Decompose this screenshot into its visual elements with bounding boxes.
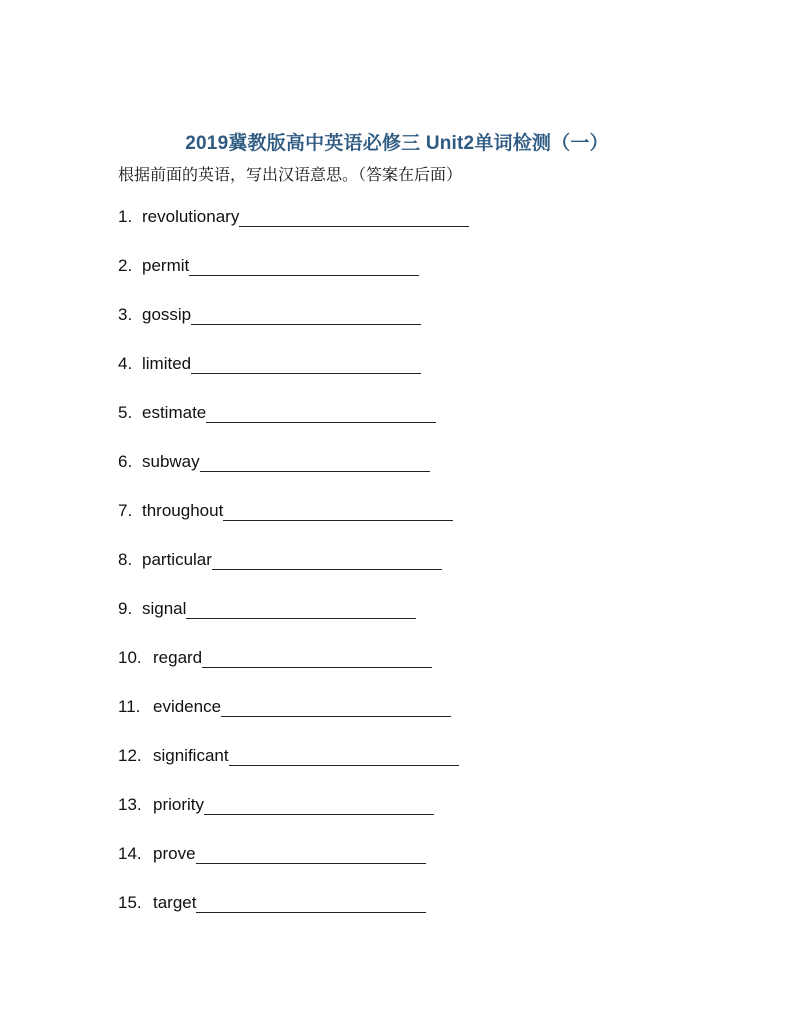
list-item	[118, 304, 469, 353]
page-title: 2019冀教版高中英语必修三 Unit2单词检测（一）	[185, 133, 609, 154]
item-word: permit	[142, 256, 190, 275]
item-word: prove	[153, 844, 196, 863]
answer-blank[interactable]	[204, 794, 434, 815]
item-word: significant	[153, 746, 229, 765]
item-number: 14.	[118, 844, 142, 863]
list-item	[118, 255, 469, 304]
list-item	[118, 843, 469, 892]
answer-blank[interactable]	[202, 647, 432, 668]
answer-blank[interactable]	[221, 696, 451, 717]
item-word: limited	[142, 354, 192, 373]
item-number: 4.	[118, 354, 133, 373]
list-item	[118, 892, 469, 941]
item-number: 9.	[118, 599, 133, 618]
item-number: 5.	[118, 403, 133, 422]
answer-blank[interactable]	[196, 892, 426, 913]
item-number: 11.	[118, 697, 141, 716]
item-word: throughout	[142, 501, 224, 520]
list-item	[118, 794, 469, 843]
list-item	[118, 402, 469, 451]
item-word: regard	[153, 648, 203, 667]
list-item	[118, 647, 469, 696]
list-item	[118, 451, 469, 500]
item-number: 13.	[118, 795, 142, 814]
item-word: estimate	[142, 403, 207, 422]
item-number: 12.	[118, 746, 142, 765]
item-word: target	[153, 893, 197, 912]
instruction-text: 根据前面的英语，写出汉语意思。（答案在后面）	[118, 167, 463, 184]
list-item	[118, 500, 469, 549]
item-word: signal	[142, 599, 187, 618]
item-word: revolutionary	[142, 207, 240, 226]
item-number: 3.	[118, 305, 133, 324]
item-word: particular	[142, 550, 212, 569]
list-item	[118, 549, 469, 598]
list-item	[118, 598, 469, 647]
answer-blank[interactable]	[223, 500, 453, 521]
list-item	[118, 696, 469, 745]
item-word: evidence	[153, 697, 222, 716]
item-number: 7.	[118, 501, 133, 520]
answer-blank[interactable]	[206, 402, 436, 423]
item-number: 8.	[118, 550, 133, 569]
answer-blank[interactable]	[189, 255, 419, 276]
answer-blank[interactable]	[212, 549, 442, 570]
answer-blank[interactable]	[200, 451, 430, 472]
list-item	[118, 745, 469, 794]
answer-blank[interactable]	[196, 843, 426, 864]
answer-blank[interactable]	[186, 598, 416, 619]
answer-blank[interactable]	[229, 745, 459, 766]
item-number: 10.	[118, 648, 142, 667]
answer-blank[interactable]	[191, 304, 421, 325]
list-item	[118, 353, 469, 402]
answer-blank[interactable]	[191, 353, 421, 374]
item-number: 6.	[118, 452, 133, 471]
item-word: gossip	[142, 305, 192, 324]
list-item	[118, 206, 469, 255]
vocabulary-list	[118, 206, 469, 941]
item-number: 15.	[118, 893, 142, 912]
item-number: 1.	[118, 207, 133, 226]
item-word: priority	[153, 795, 205, 814]
answer-blank[interactable]	[239, 206, 469, 227]
item-number: 2.	[118, 256, 133, 275]
item-word: subway	[142, 452, 200, 471]
